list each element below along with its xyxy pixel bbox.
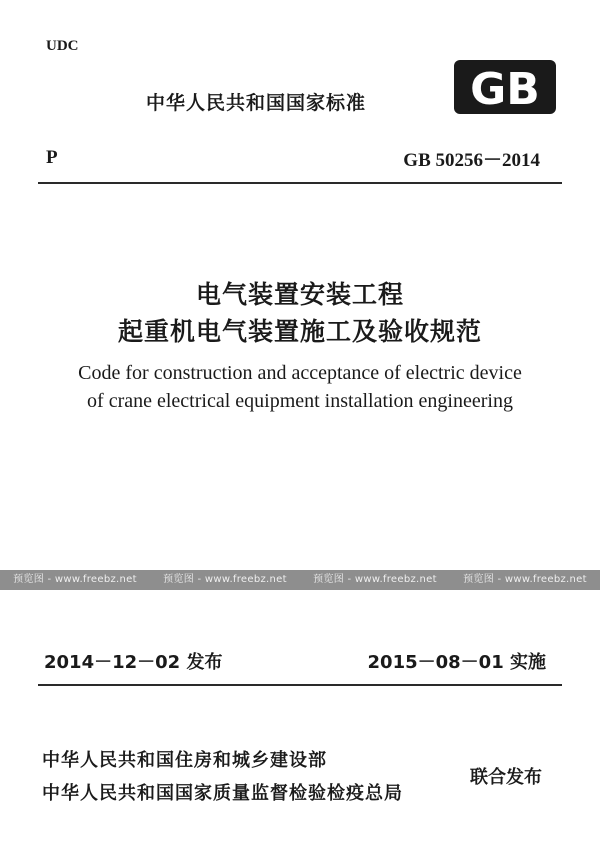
watermark-text: 预览图 - www.freebz.net [163,574,287,585]
effective-date: 2015－08－01 实施 [367,652,546,673]
gb-logo-text: GB [470,64,540,115]
watermark-text: 预览图 - www.freebz.net [313,574,437,585]
release-date: 2014－12－02 发布 [44,652,223,673]
joint-issue-label: 联合发布 [470,767,542,788]
standard-number: GB 50256－2014 [403,150,540,171]
category-code: P [46,147,58,168]
footer-divider [38,684,562,686]
title-cn-line1: 电气装置安装工程 [195,280,404,309]
gb-logo [452,58,558,116]
issuer-aqsiq: 中华人民共和国国家质量监督检验检疫总局 [42,783,403,804]
issuer-ministry: 中华人民共和国住房和城乡建设部 [42,750,327,771]
watermark-text: 预览图 - www.freebz.net [13,574,137,585]
watermark-text: 预览图 - www.freebz.net [463,574,587,585]
udc-label: UDC [46,38,79,54]
watermark-band [0,570,600,590]
title-en-line2: of crane electrical equipment installation engineering [87,390,513,412]
title-en-line1: Code for construction and acceptance of electric device [78,362,522,384]
header-divider [38,182,562,184]
national-standard-heading: 中华人民共和国国家标准 [146,92,367,114]
title-cn-line2: 起重机电气装置施工及验收规范 [117,317,482,346]
